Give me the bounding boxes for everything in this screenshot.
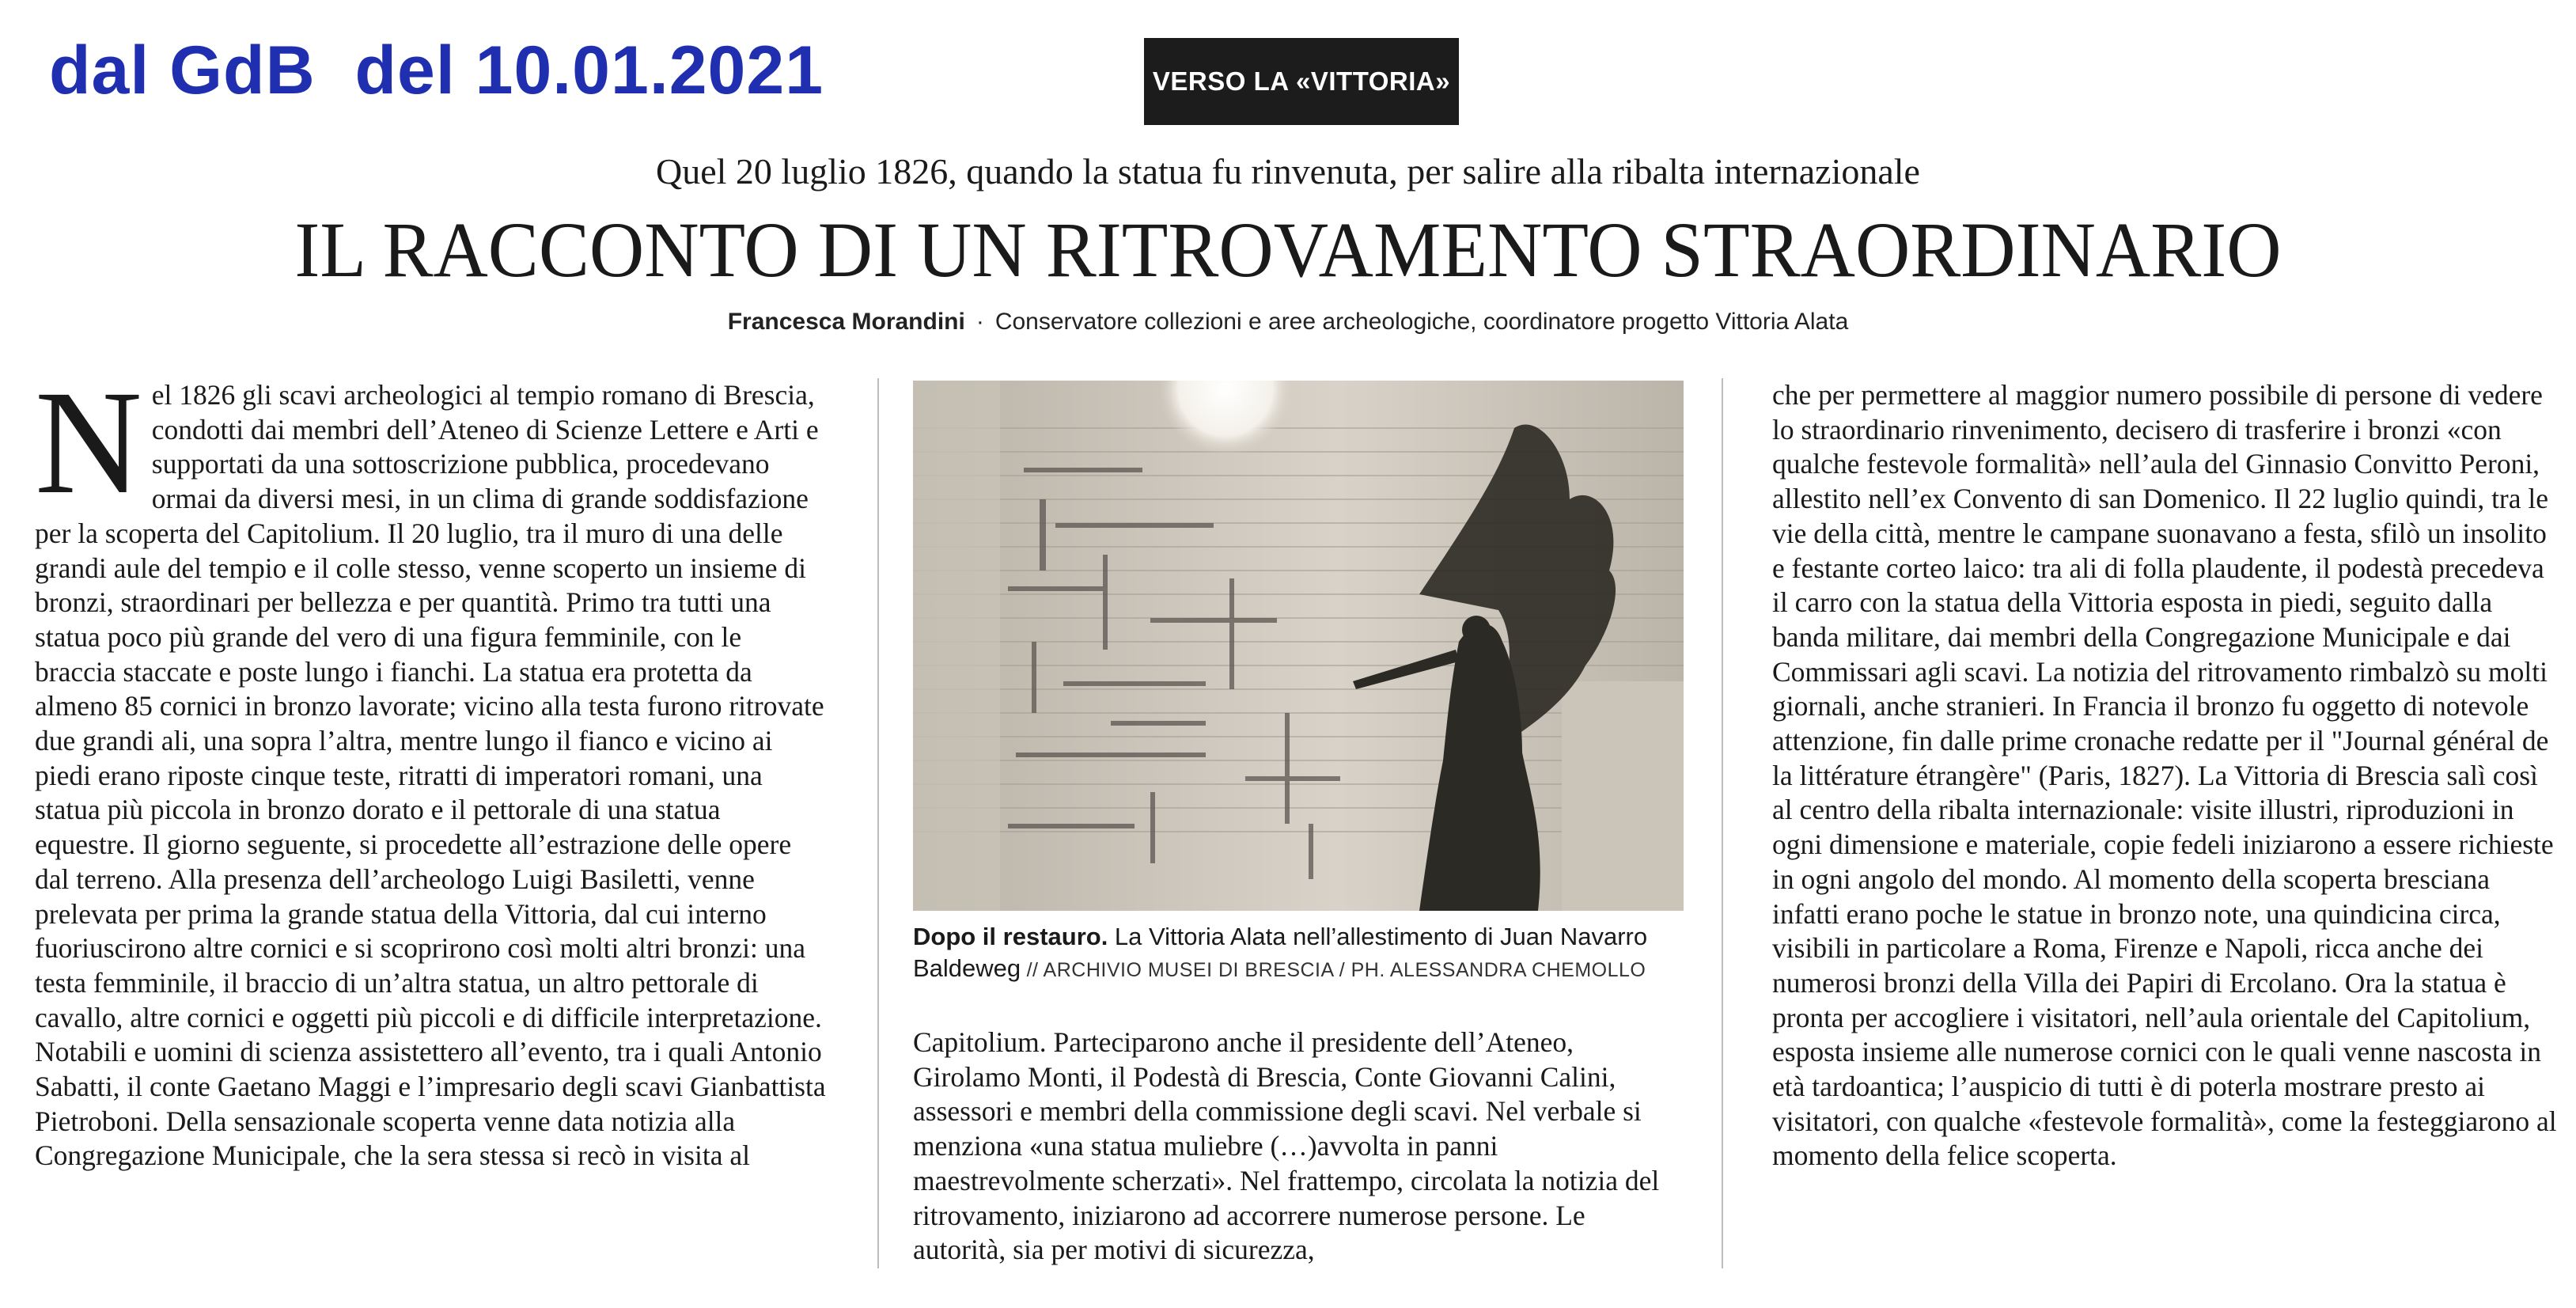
subheadline: Quel 20 luglio 1826, quando la statua fu rinvenuta, per salire alla ribalta internazionale [656, 151, 1920, 191]
winged-victory-statue-photo [913, 381, 1684, 911]
headline: IL RACCONTO DI UN RITROVAMENTO STRAORDINARIO [294, 206, 2282, 294]
byline [0, 309, 2576, 336]
photo-caption [913, 921, 1684, 986]
column-1-text: el 1826 gli scavi archeologici al tempio romano di Brescia, condotti dai membri dell’Ateneo di Scienze Lettere e Arti e supportati da una sottoscrizione pubblica, procedevano ormai da diversi mesi, in un clima di grande soddisfazione per la scoperta del Capitolium. Il 20 luglio, tra il muro di una delle grandi aule del tempio e il colle stesso, venne scoperto un insieme di bronzi, straordinari per bellezza e per quantità. Primo tra tutti una statua poco più grande del vero di una figura femminile, con le braccia staccate e poste lungo i fianchi. La statua era protetta da almeno 85 cornici in bronzo lavorate; vicino alla testa furono ritrovate due grandi ali, una sopra l’altra, mentre lungo il fianco e vicino ai piedi erano riposte cinque teste, ritratti di imperatori romani, una statua più piccola in bronzo dorato e il pettorale di una statua equestre. Il giorno seguente, si procedette all’estrazione delle opere dal terreno. Alla presenza dell’archeologo Luigi Basiletti, venne prelevata per prima la grande statua della Vittoria, dal cui interno fuoriuscirono altre cornici e si scoprirono così molti altri bronzi: una testa femminile, il braccio di un’altra statua, un altro pettorale di cavallo, altre cornici e oggetti più piccoli e di difficile interpretazione. Notabili e uomini di scienza assistettero all’evento, tra i quali Antonio Sabatti, il conte Gaetano Maggi e l’impresario degli scavi Gianbattista Pietroboni. Della sensazionale scoperta venne data notizia alla Congregazione Municipale, che la sera stessa si recò in visita al [35, 379, 826, 1172]
drop-cap: N [35, 359, 142, 525]
byline-separator: · [975, 309, 984, 335]
section-kicker: VERSO LA «VITTORIA» [1144, 38, 1459, 125]
article-column-3: che per permettere al maggior numero possibile di persone di vedere lo straordinario rinvenimento, decisero di trasferire i bronzi «con qualche festevole formalità» nell’aula del Ginnasio Convitto Peroni, allestito nell’ex Convento di san Domenico. Il 22 luglio quindi, tra le vie della città, mentre le campane suonavano a festa, sfilò un insolito e festante corteo laico: tra ali di folla plaudente, il podestà precedeva il carro con la statua della Vittoria esposta in piedi, seguito dalla banda militare, dai membri della Congregazione Municipale e dai Commissari agli scavi. La notizia del ritrovamento rimbalzò su molti giornali, anche stranieri. In Francia il bronzo fu oggetto di notevole attenzione, fin dalle prime cronache redatte per il "Journal général de la littérature étrangère" (Paris, 1827). La Vittoria di Brescia salì così al centro della ribalta internazionale: visite illustri, riproduzioni in ogni dimensione e materiale, copie fedeli iniziarono a essere richieste in ogni angolo del mondo. Al momento della scoperta bresciana infatti erano poche le statue in bronzo note, una quindicina circa, visibili in particolare a Roma, Firenze e Napoli, ricca anche dei numerosi bronzi della Villa dei Papiri di Ercolano. Ora la statua è pronta per accogliere i visitatori, nell’aula orientale del Capitolium, esposta insieme alle numerose cornici con le quali venne nascosta in età tardoantica; l’auspicio di tutti è di poterla mostrare presto ai visitatori, con qualche «festevole formalità», come la festeggiarono al momento della felice scoperta. [1772, 379, 2557, 1172]
caption-text: La Vittoria Alata nell’allestimento di Juan Navarro Baldeweg [913, 923, 1648, 982]
column-divider [1722, 378, 1723, 1268]
caption-credit: // ARCHIVIO MUSEI DI BRESCIA / PH. ALESSANDRA CHEMOLLO [1021, 959, 1646, 981]
article-column-2: Capitolium. Parteciparono anche il presidente dell’Ateneo, Girolamo Monti, il Podestà di Brescia, Conte Giovanni Calini, assessori e membri della commissione degli scavi. Nel verbale si menziona «una statua muliebre (…)avvolta in panni maestrevolmente scherzati». Nel frattempo, circolata la notizia del ritrovamento, iniziarono ad accorrere numerose persone. Le autorità, sia per motivi di sicurezza, [913, 1026, 1660, 1266]
clipping-stamp: dal GdB del 10.01.2021 [49, 32, 824, 108]
column-divider [877, 378, 879, 1268]
author-name: Francesca Morandini [727, 309, 965, 335]
caption-lead: Dopo il restauro. [913, 923, 1108, 950]
article-column-1 [35, 359, 826, 1272]
author-role: Conservatore collezioni e aree archeologiche, coordinatore progetto Vittoria Alata [994, 309, 1849, 335]
